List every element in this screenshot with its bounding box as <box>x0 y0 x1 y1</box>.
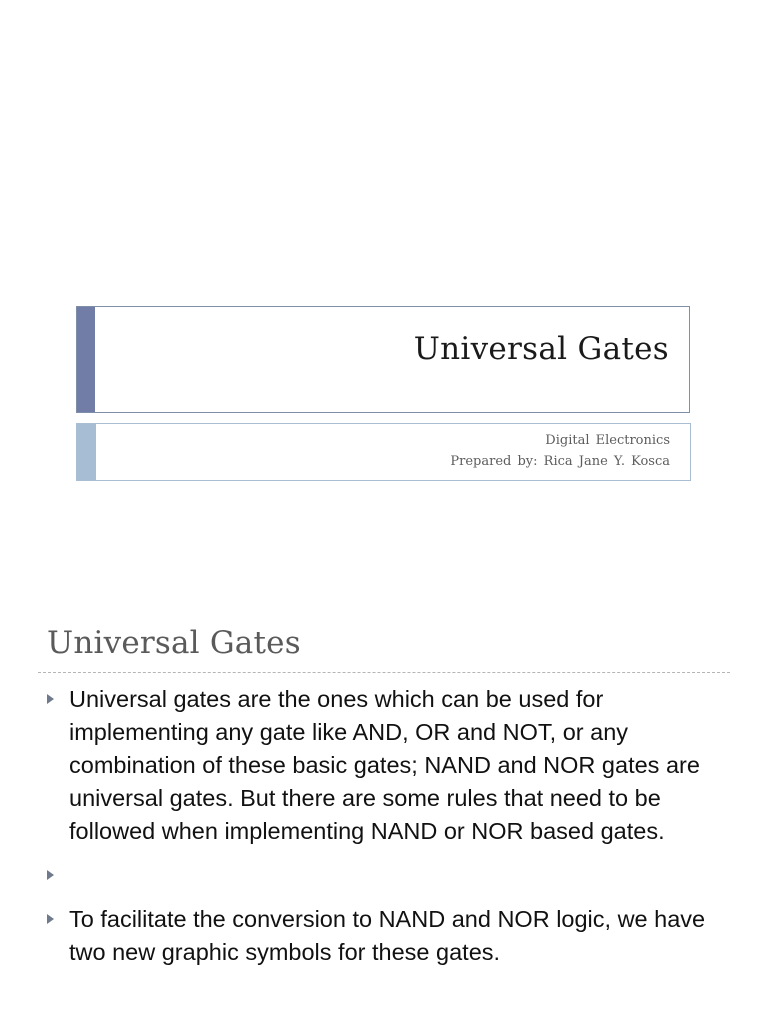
bullet-list <box>47 683 727 980</box>
bullet-text: Universal gates are the ones which can be used for implementing any gate like AND, OR and NOT, or any combination of these basic gates; NAND and NOR gates are universal gates. But there are some rules that need to be followed when implementing NAND or NOR based gates. <box>69 686 700 844</box>
list-item <box>47 903 727 969</box>
subtitle-course: Digital Electronics <box>545 433 670 448</box>
triangle-bullet-icon <box>47 914 54 924</box>
list-item <box>47 859 727 892</box>
subtitle-accent-bar <box>77 424 96 480</box>
bullet-text: To facilitate the conversion to NAND and NOR logic, we have two new graphic symbols for these gates. <box>69 906 706 965</box>
subtitle-box <box>76 423 691 481</box>
triangle-bullet-icon <box>47 694 54 704</box>
heading-divider <box>38 672 730 673</box>
list-item <box>47 683 727 848</box>
slide-title: Universal Gates <box>413 331 669 367</box>
subtitle-author: Prepared by: Rica Jane Y. Kosca <box>450 454 670 469</box>
title-box <box>76 306 690 413</box>
title-accent-bar <box>77 307 95 412</box>
triangle-bullet-icon <box>47 870 54 880</box>
subtitle-text <box>450 430 670 472</box>
slide-heading: Universal Gates <box>47 625 301 661</box>
